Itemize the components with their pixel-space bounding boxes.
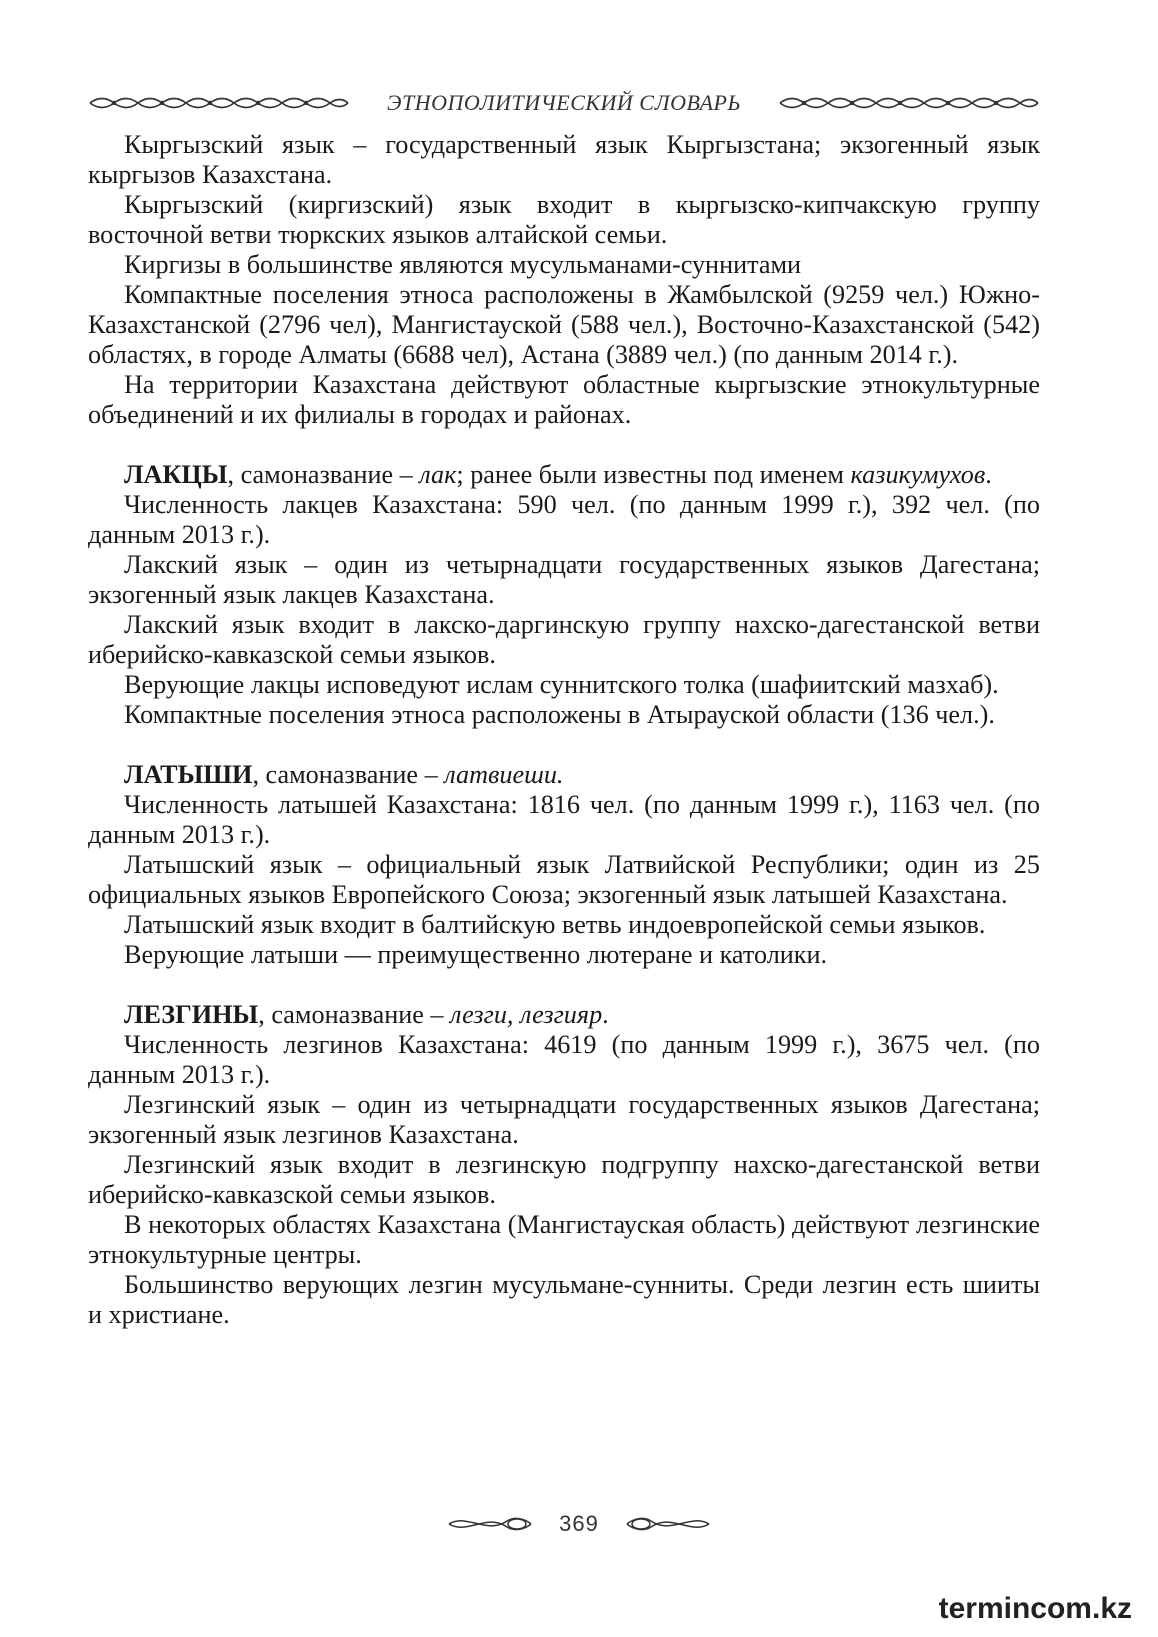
- site-watermark: [939, 1589, 1132, 1629]
- paragraph: Кыргызский язык – государственный язык Кыргызстана; экзогенный язык кыргызов Казахстана.: [88, 130, 1040, 189]
- entry-intro: , самоназвание –: [252, 760, 445, 789]
- entry-spacer: [88, 730, 1040, 760]
- flourish-right-icon: [625, 1513, 711, 1535]
- entry-intro: ; ранее были известны под именем: [456, 460, 851, 489]
- paragraph: Верующие латыши — преимущественно лютеране и католики.: [124, 940, 828, 969]
- paragraph: Компактные поселения этноса расположены в Атырауской области (136 чел.).: [124, 700, 995, 729]
- paragraph: Лакский язык – один из четырнадцати государственных языков Дагестана; экзогенный язык лакцев Казахстана.: [88, 550, 1040, 609]
- page-body: [88, 130, 1040, 1330]
- page-number: 369: [559, 1511, 599, 1536]
- paragraph: Численность латышей Казахстана: 1816 чел. (по данным 1999 г.), 1163 чел. (по данным 2013 г.).: [88, 790, 1040, 849]
- paragraph: Компактные поселения этноса расположены в Жамбылской (9259 чел.) Южно-Казахстанской (2796 чел), Мангистауской (588 чел.), Восточно-Казахстанской (542) областях, в городе Алматы (6688 чел), Астана (3889 чел.) (по данным 2014 г.).: [88, 280, 1040, 369]
- paragraph: Кыргызский (киргизский) язык входит в кыргызско-кипчакскую группу восточной ветви тюркских языков алтайской семьи.: [88, 190, 1040, 249]
- entry-heading: [88, 460, 1040, 490]
- ornament-right-icon: [778, 92, 1040, 114]
- entry-laks: [88, 460, 1040, 730]
- entry-latvians: [88, 760, 1040, 970]
- paragraph: Лакский язык входит в лакско-даргинскую группу нахско-дагестанской ветви иберийско-кавказской семьи языков.: [88, 610, 1040, 669]
- entry-heading: [88, 760, 1040, 790]
- paragraph: На территории Казахстана действуют областные кыргызские этнокультурные объединений и их филиалы в городах и районах.: [88, 370, 1040, 429]
- page-footer: [0, 1506, 1158, 1542]
- entry-heading: [88, 1000, 1040, 1030]
- running-header: [88, 88, 1040, 118]
- entry-intro: .: [602, 1000, 609, 1029]
- watermark-text: termincom.kz: [938, 1592, 1132, 1625]
- paragraph: Верующие лакцы исповедуют ислам суннитского толка (шафиитский мазхаб).: [124, 670, 999, 699]
- paragraph: Латышский язык – официальный язык Латвийской Республики; один из 25 официальных языков Европейского Союза; экзогенный язык латышей Казахстана.: [88, 850, 1040, 909]
- self-name: лезги, лезгияр: [450, 1000, 603, 1029]
- paragraph: Латышский язык входит в балтийскую ветвь индоевропейской семьи языков.: [124, 910, 986, 939]
- paragraph: Большинство верующих лезгин мусульмане-сунниты. Среди лезгин есть шииты и христиане.: [88, 1270, 1040, 1329]
- paragraph: Численность лакцев Казахстана: 590 чел. (по данным 1999 г.), 392 чел. (по данным 2013 г.).: [88, 490, 1040, 549]
- entry-intro: , самоназвание –: [227, 460, 420, 489]
- paragraph: Киргизы в большинстве являются мусульманами-суннитами: [124, 250, 802, 279]
- entry-spacer: [88, 430, 1040, 460]
- ornament-left-icon: [88, 92, 350, 114]
- paragraph: Численность лезгинов Казахстана: 4619 (по данным 1999 г.), 3675 чел. (по данным 2013 г.).: [88, 1030, 1040, 1089]
- paragraph: Лезгинский язык входит в лезгинскую подгруппу нахско-дагестанской ветви иберийско-кавказской семьи языков.: [88, 1150, 1040, 1209]
- self-name: лак: [419, 460, 457, 489]
- self-name: латвиеши.: [444, 760, 564, 789]
- paragraph: В некоторых областях Казахстана (Мангистауская область) действуют лезгинские этнокультурные центры.: [88, 1210, 1040, 1269]
- running-header-title: ЭТНОПОЛИТИЧЕСКИЙ СЛОВАРЬ: [387, 90, 741, 115]
- entry-term: ЛАКЦЫ: [124, 460, 228, 489]
- flourish-left-icon: [447, 1513, 533, 1535]
- entry-lezgins: [88, 1000, 1040, 1330]
- entry-term: ЛЕЗГИНЫ: [124, 1000, 259, 1029]
- entry-term: ЛАТЫШИ: [124, 760, 253, 789]
- entry-spacer: [88, 970, 1040, 1000]
- former-name: казикумухов: [850, 460, 986, 489]
- entry-intro: .: [985, 460, 992, 489]
- entry-intro: , самоназвание –: [258, 1000, 451, 1029]
- entry-kyrgyz-continuation: [88, 130, 1040, 430]
- paragraph: Лезгинский язык – один из четырнадцати государственных языков Дагестана; экзогенный язык лезгинов Казахстана.: [88, 1090, 1040, 1149]
